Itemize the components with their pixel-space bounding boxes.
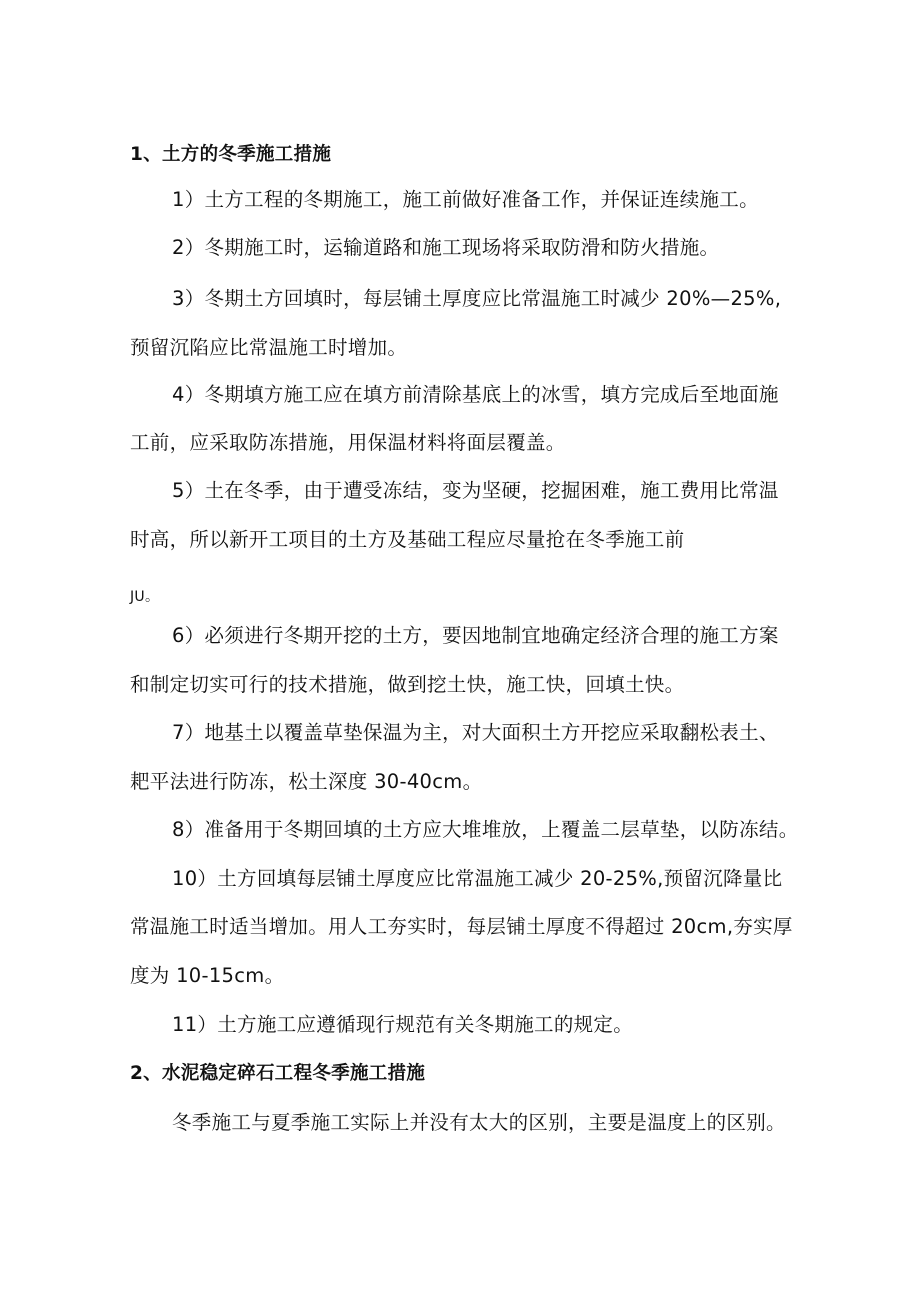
paragraph-6-line-2: 和制定切实可行的技术措施，做到挖土快，施工快，回填土快。 (130, 673, 685, 696)
paragraph-6-line-1: 6）必须进行冬期开挖的土方，要因地制宜地确定经济合理的施工方案 (172, 624, 779, 647)
paragraph-1-line-1: 1）土方工程的冬期施工，施工前做好准备工作，并保证连续施工。 (172, 188, 759, 211)
paragraph-3-line-1: 3）冬期土方回填时，每层铺土厚度应比常温施工时减少 20%—25%, (172, 287, 782, 310)
paragraph-7-line-2: 耙平法进行防冻，松土深度 30-40cm。 (130, 770, 483, 793)
paragraph-10-line-3: 度为 10-15cm。 (130, 964, 285, 987)
paragraph-5-line-1: 5）土在冬季，由于遭受冻结，变为坚硬，挖掘困难，施工费用比常温 (172, 479, 779, 502)
paragraph-3-line-2: 预留沉陷应比常温施工时增加。 (130, 336, 408, 359)
paragraph-5-line-2: 时高，所以新开工项目的土方及基础工程应尽量抢在冬季施工前 (130, 528, 685, 551)
paragraph-7-line-1: 7）地基土以覆盖草垫保温为主，对大面积土方开挖应采取翻松表土、 (172, 721, 779, 744)
section-2-heading: 2、水泥稳定碎石工程冬季施工措施 (130, 1063, 426, 1084)
paragraph-5-line-3: JU。 (130, 589, 160, 605)
paragraph-4-line-1: 4）冬期填方施工应在填方前清除基底上的冰雪，填方完成后至地面施 (172, 383, 779, 406)
section-2-paragraph-line-1: 冬季施工与夏季施工实际上并没有太大的区别，主要是温度上的区别。 (172, 1111, 786, 1134)
paragraph-10-line-2: 常温施工时适当增加。用人工夯实时，每层铺土厚度不得超过 20cm,夯实厚 (130, 915, 793, 938)
paragraph-10-line-1: 10）土方回填每层铺土厚度应比常温施工减少 20-25%,预留沉降量比 (172, 867, 783, 890)
paragraph-4-line-2: 工前，应采取防冻措施，用保温材料将面层覆盖。 (130, 431, 566, 454)
paragraph-11-line-1: 11）土方施工应遵循现行规范有关冬期施工的规定。 (172, 1013, 634, 1036)
section-1-heading: 1、土方的冬季施工措施 (130, 144, 332, 165)
paragraph-2-line-1: 2）冬期施工时，运输道路和施工现场将采取防滑和防火措施。 (172, 236, 720, 259)
paragraph-8-line-1: 8）准备用于冬期回填的土方应大堆堆放，上覆盖二层草垫，以防冻结。 (172, 818, 799, 841)
